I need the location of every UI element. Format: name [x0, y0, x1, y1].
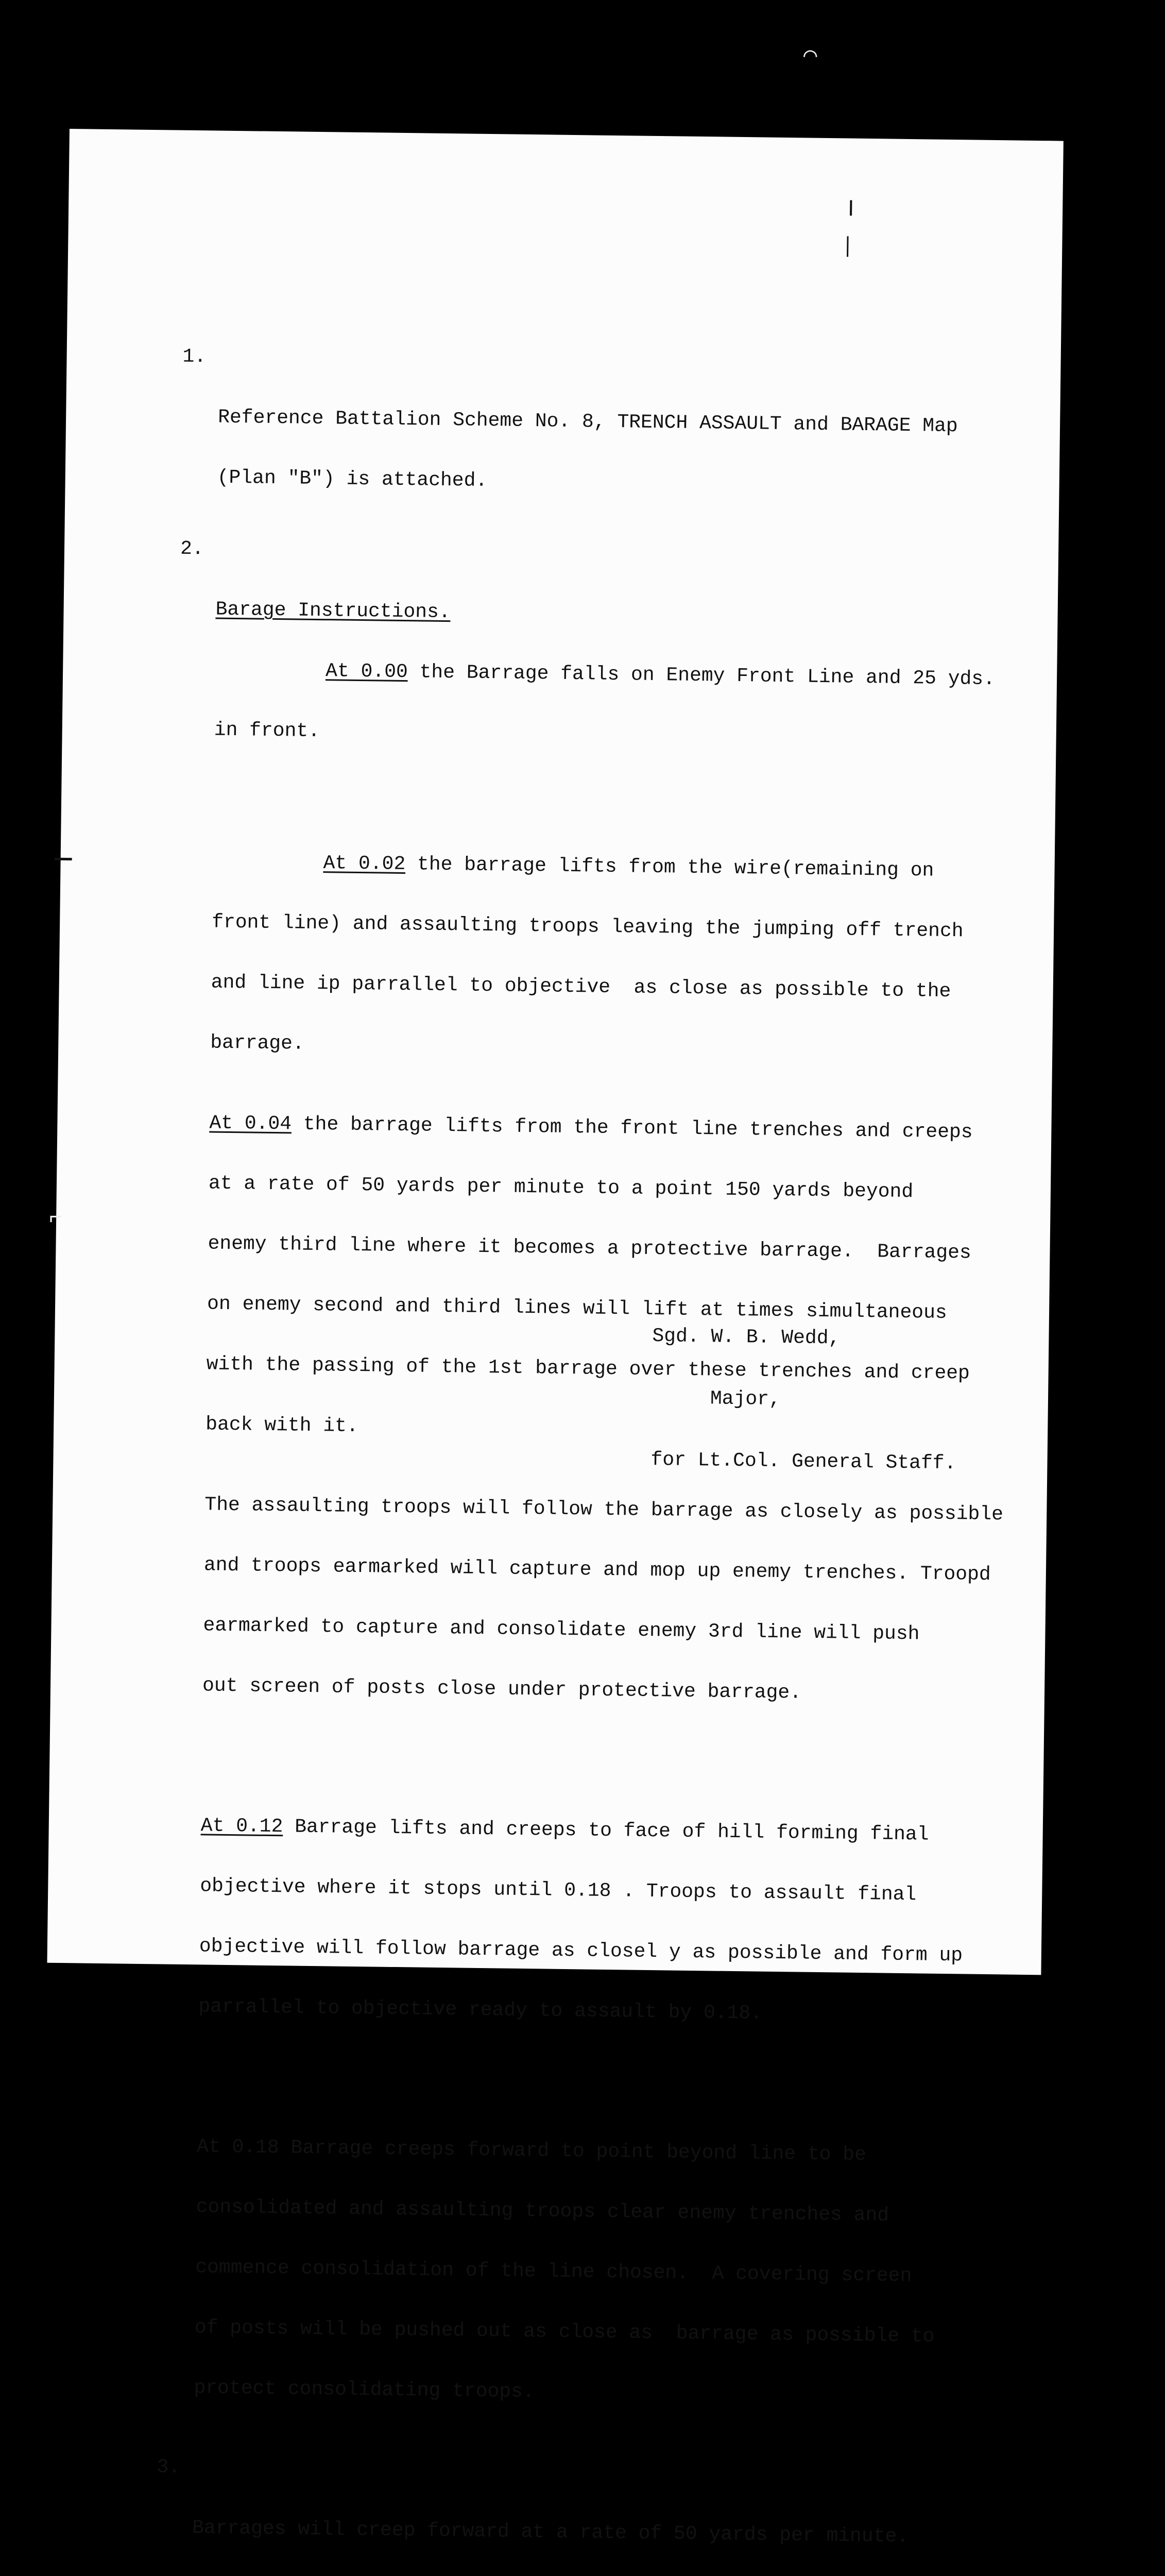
scan-mark-top-right: ⌒ — [803, 43, 817, 69]
text-line: in front. — [214, 719, 320, 743]
time-label: At 0.04 — [209, 1112, 292, 1136]
text-line: earmarked to capture and consolidate enemy 3rd line will push — [203, 1614, 920, 1646]
text-line: objective will follow barrage as closel y as possible and form up — [199, 1935, 963, 1967]
paragraph-number: 2. — [180, 537, 204, 561]
text-line: At 0.18 Barrage creeps forward to point beyond line to be — [196, 2136, 867, 2166]
text-line: enemy third line where it becomes a protective barrage. Barrages — [208, 1232, 971, 1264]
text-line: commence consolidation of the line chosen. A covering screen — [195, 2256, 912, 2287]
signature-name: Sgd. W. B. Wedd, — [652, 1325, 841, 1350]
text-line: the barrage lifts from the wire(remaining on — [405, 853, 934, 882]
text-line: front line) and assaulting troops leaving the jumping off trench — [211, 911, 964, 943]
signature-office: for Lt.Col. General Staff. — [650, 1448, 956, 1475]
text-line: objective where it stops until 0.18 . Troops to assault final — [200, 1875, 917, 1906]
text-line: with the passing of the 1st barrage over these trenches and creep — [206, 1353, 970, 1385]
text-line: and line ip parrallel to objective as close as possible to the — [211, 971, 951, 1003]
text-line: barrage. — [210, 1031, 305, 1055]
signature-block — [650, 1285, 958, 1515]
text-line: consolidated and assaulting troops clear enemy trenches and — [196, 2196, 889, 2227]
signature-rank: Major, — [651, 1386, 781, 1411]
text-line: The assaulting troops will follow the barrage as closely as possible — [204, 1494, 1004, 1526]
text-line: the Barrage falls on Enemy Front Line and 25 yds. — [407, 661, 996, 691]
text-line: parrallel to objective ready to assault by 0.18. — [198, 1995, 763, 2025]
document-page — [47, 129, 1064, 2548]
time-label: At 0.12 — [200, 1815, 283, 1838]
text-line: and troops earmarked will capture and mop up enemy trenches. Troopd — [203, 1554, 991, 1586]
scan-mark-left: ⌐ — [49, 1206, 63, 1231]
paragraph-number: 1. — [182, 345, 207, 368]
ink-mark-top-2 — [847, 236, 848, 257]
paragraph-number: 3. — [157, 2456, 181, 2479]
section-heading: Barage Instructions. — [215, 598, 451, 624]
ink-mark-top — [850, 200, 852, 216]
text-line: of posts will be pushed out as close as barrage as possible to — [194, 2316, 935, 2348]
text-line: (Plan "B") is attached. — [217, 466, 488, 492]
paragraph-3 — [157, 2456, 1012, 2576]
text-line: the barrage lifts from the front line trenches and creeps — [291, 1113, 973, 1144]
time-label: At 0.00 — [325, 660, 408, 684]
text-line: on enemy second and third lines will lift at times simultaneous — [207, 1293, 947, 1324]
paragraph-1 — [182, 345, 1038, 538]
time-label: At 0.02 — [323, 852, 406, 876]
text-line: Reference Battalion Scheme No. 8, TRENCH ASSAULT and BARAGE Map — [217, 406, 958, 438]
text-line: at a rate of 50 yards per minute to a point 150 yards beyond — [208, 1172, 914, 1204]
text-line: protect consolidating troops. — [194, 2377, 535, 2403]
text-line: Barrage lifts and creeps to face of hill forming final — [283, 1816, 929, 1846]
ink-mark-left — [55, 858, 72, 860]
text-line: back with it. — [205, 1413, 358, 1438]
text-line: out screen of posts close under protective barrage. — [202, 1674, 802, 1704]
text-line: Barrages will creep forward at a rate of 50 yards per minute. — [192, 2517, 909, 2548]
